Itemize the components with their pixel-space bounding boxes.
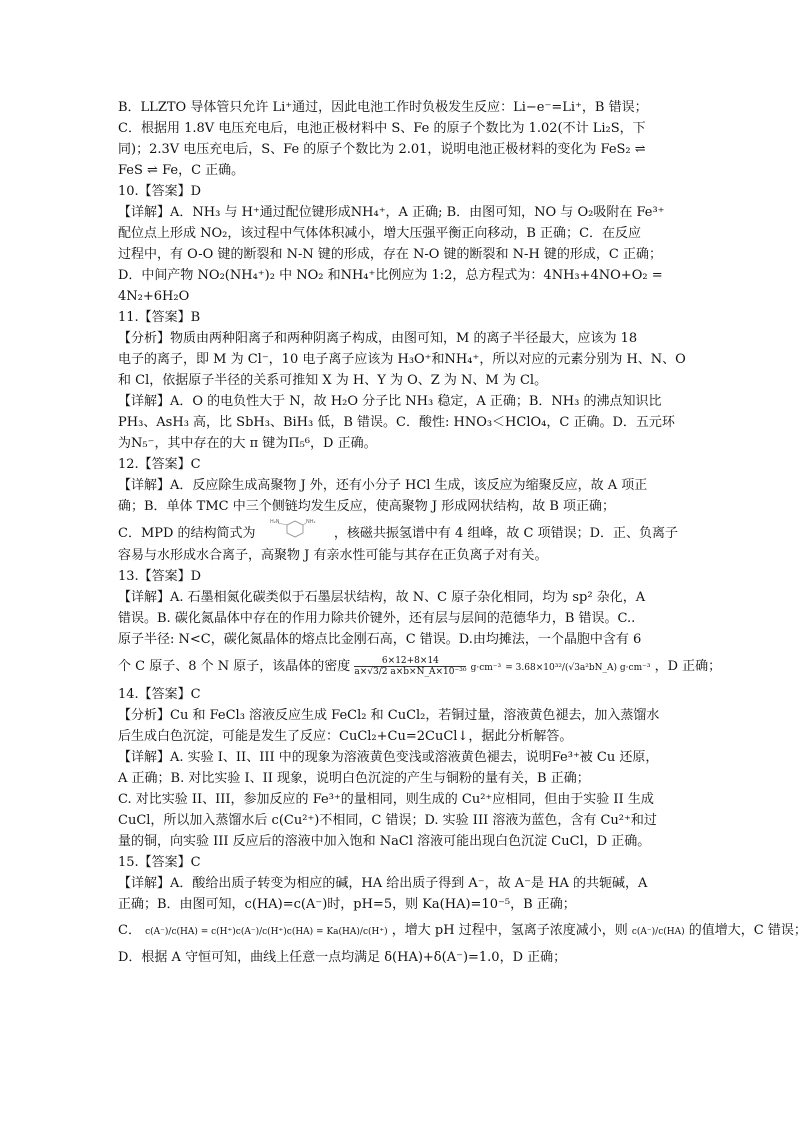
- ratio-expression: c(A⁻)/c(HA) = c(H⁺)c(A⁻)/c(H⁺)c(HA) = Ka(HA)/c(H⁺): [145, 927, 388, 937]
- text-line: 【详解】A. 实验 I、II、III 中的现象为溶液黄色变浅或溶液黄色褪去，说明Fe³⁺被 Cu 还原，: [118, 750, 659, 765]
- text-fragment: 的值增大，C 错误；: [688, 923, 807, 938]
- text-line: 过程中，有 O-O 键的断裂和 N-N 键的形成，存在 N-O 键的断裂和 N-H 键的形成，C 正确；: [118, 247, 662, 262]
- text-line: 原子半径: N<C，碳化氮晶体的熔点比金刚石高，C 错误。D.由均摊法，一个晶胞中含有 6: [118, 632, 642, 647]
- text-line: C. 对比实验 II、III，参加反应的 Fe³⁺的量相同，则生成的 Cu²⁺应相同，但由于实验 II 生成: [118, 792, 654, 807]
- text-line: 同)；2.3V 电压充电后，S、Fe 的原子个数比为 2.01，说明电池正极材料的变化为 FeS₂ ⇌: [118, 142, 646, 157]
- text-line: CuCl，所以加入蒸馏水后 c(Cu²⁺)不相同，C 错误；D. 实验 III 溶液为蓝色，含有 Cu²⁺和过: [118, 813, 657, 828]
- text-line: 和 Cl，依据原子半径的关系可推知 X 为 H、Y 为 O、Z 为 N、M 为 Cl。: [118, 373, 548, 388]
- answer-heading: 14.【答案】C: [118, 687, 201, 702]
- answer-heading: 12.【答案】C: [118, 457, 201, 472]
- text-line: A 正确；B. 对比实验 I、II 现象，说明白色沉淀的产生与铜粉的量有关，B 正确；: [118, 771, 590, 786]
- text-line: 【详解】A. 石墨相氮化碳类似于石墨层状结构，故 N、C 原子杂化相同，均为 sp² 杂化，A: [118, 590, 646, 605]
- text-line: 【详解】A．反应除生成高聚物 J 外，还有小分子 HCl 生成，该反应为缩聚反应，故 A 项正: [118, 478, 648, 493]
- text-fragment: ，核磁共振氢谱中有 4 组峰，故 C 项错误；D．正、负离子: [333, 526, 679, 541]
- document-body: [118, 97, 807, 968]
- text-line: D．中间产物 NO₂(NH₄⁺)₂ 中 NO₂ 和NH₄⁺比例应为 1:2，总方程式为：4NH₃+4NO+O₂ =: [118, 268, 663, 283]
- text-line: B．LLZTO 导体管只允许 Li⁺通过，因此电池工作时负极发生反应：Li−e⁻=Li⁺，B 错误；: [118, 100, 648, 115]
- answer-heading: 11.【答案】B: [118, 310, 201, 325]
- answer-heading: 10.【答案】D: [118, 184, 202, 199]
- density-unit: g·cm⁻³: [470, 663, 502, 673]
- text-line: FeS ⇌ Fe，C 正确。: [118, 163, 245, 178]
- text-line: 【详解】A．O 的电负性大于 N，故 H₂O 分子比 NH₃ 稳定，A 正确；B．NH₃ 的沸点知识比: [118, 394, 662, 409]
- text-line: PH₃、AsH₃ 高，比 SbH₃、BiH₃ 低，B 错误。C．酸性: HNO₃＜HClO₄，C 正确。D．五元环: [118, 415, 675, 430]
- density-result: = 3.68×10³²/(√3a²bN_A) g·cm⁻³: [505, 663, 651, 673]
- text-line: 【详解】A．NH₃ 与 H⁺通过配位键形成NH₄⁺，A 正确; B．由图可知，NO 与 O₂吸附在 Fe³⁺: [118, 205, 665, 220]
- text-line: 4N₂+6H₂O: [118, 289, 190, 304]
- text-line: 【分析】物质由两种阳离子和两种阴离子构成，由图可知，M 的离子半径最大，应该为 18: [118, 331, 638, 346]
- ratio-small: c(A⁻)/c(HA): [631, 927, 685, 937]
- text-line: 容易与水形成水合离子，高聚物 J 有亲水性可能与其存在正负离子对有关。: [118, 548, 548, 563]
- text-line: 电子的离子，即 M 为 Cl⁻，10 电子离子应该为 H₃O⁺和NH₄⁺，所以对应的元素分别为 H、N、O: [118, 352, 686, 367]
- text-fragment: ，增大 pH 过程中，氢离子浓度减小，则: [391, 923, 628, 938]
- text-line: D．根据 A 守恒可知，曲线上任意一点均满足 δ(HA)+δ(A⁻)=1.0，D 正确；: [118, 950, 567, 965]
- text-fragment: 个 C 原子、8 个 N 原子，该晶体的密度: [118, 659, 351, 674]
- text-line: 确；B．单体 TMC 中三个侧链均发生反应，使高聚物 J 形成网状结构，故 B 项正确；: [118, 499, 616, 514]
- text-line-with-formula: [118, 915, 807, 947]
- text-line: 【详解】A．酸给出质子转变为相应的碱，HA 给出质子得到 A⁻，故 A⁻是 HA 的共轭碱，A: [118, 876, 648, 891]
- text-line: 错误。B. 碳化氮晶体中存在的作用力除共价键外，还有层与层间的范德华力，B 错误。C..: [118, 611, 636, 626]
- svg-text:NH₂: NH₂: [305, 519, 316, 525]
- answer-heading: 13.【答案】D: [118, 569, 202, 584]
- text-line: 正确；B．由图可知，c(HA)=c(A⁻)时，pH=5，则 Ka(HA)=10⁻⁵，B 正确；: [118, 897, 576, 912]
- answer-heading: 15.【答案】C: [118, 855, 201, 870]
- density-fraction: $\frac{6\times 12+8\times 14}{\text{a×√3/2 a×b×N\_A×10⁻³⁰}}$: [354, 656, 467, 677]
- text-line: C．根据用 1.8V 电压充电后，电池正极材料中 S、Fe 的原子个数比为 1.02(不计 Li₂S，下: [118, 121, 646, 136]
- text-line: 配位点上形成 NO₂，该过程中气体体积减小，增大压强平衡正向移动，B 正确；C．在反应: [118, 226, 642, 241]
- text-line-with-formula: [118, 650, 722, 684]
- svg-text:H₂N: H₂N: [269, 519, 280, 525]
- text-line-with-structure: [118, 517, 678, 545]
- text-line: 为N₅⁻，其中存在的大 π 键为Π₅⁶，D 正确。: [118, 436, 377, 451]
- text-fragment: C．MPD 的结构简式为: [118, 526, 256, 541]
- text-fragment: C．: [118, 923, 141, 938]
- text-line: 【分析】Cu 和 FeCl₃ 溶液反应生成 FeCl₂ 和 CuCl₂，若铜过量，溶液黄色褪去，加入蒸馏水: [118, 708, 660, 723]
- text-line: 后生成白色沉淀，可能是发生了反应：CuCl₂+Cu=2CuCl↓，据此分析解答。: [118, 729, 573, 744]
- text-line: 量的铜，向实验 III 反应后的溶液中加入饱和 NaCl 溶液可能出现白色沉淀 CuCl，D 正确。: [118, 834, 651, 849]
- text-fragment: ，D 正确；: [654, 659, 722, 674]
